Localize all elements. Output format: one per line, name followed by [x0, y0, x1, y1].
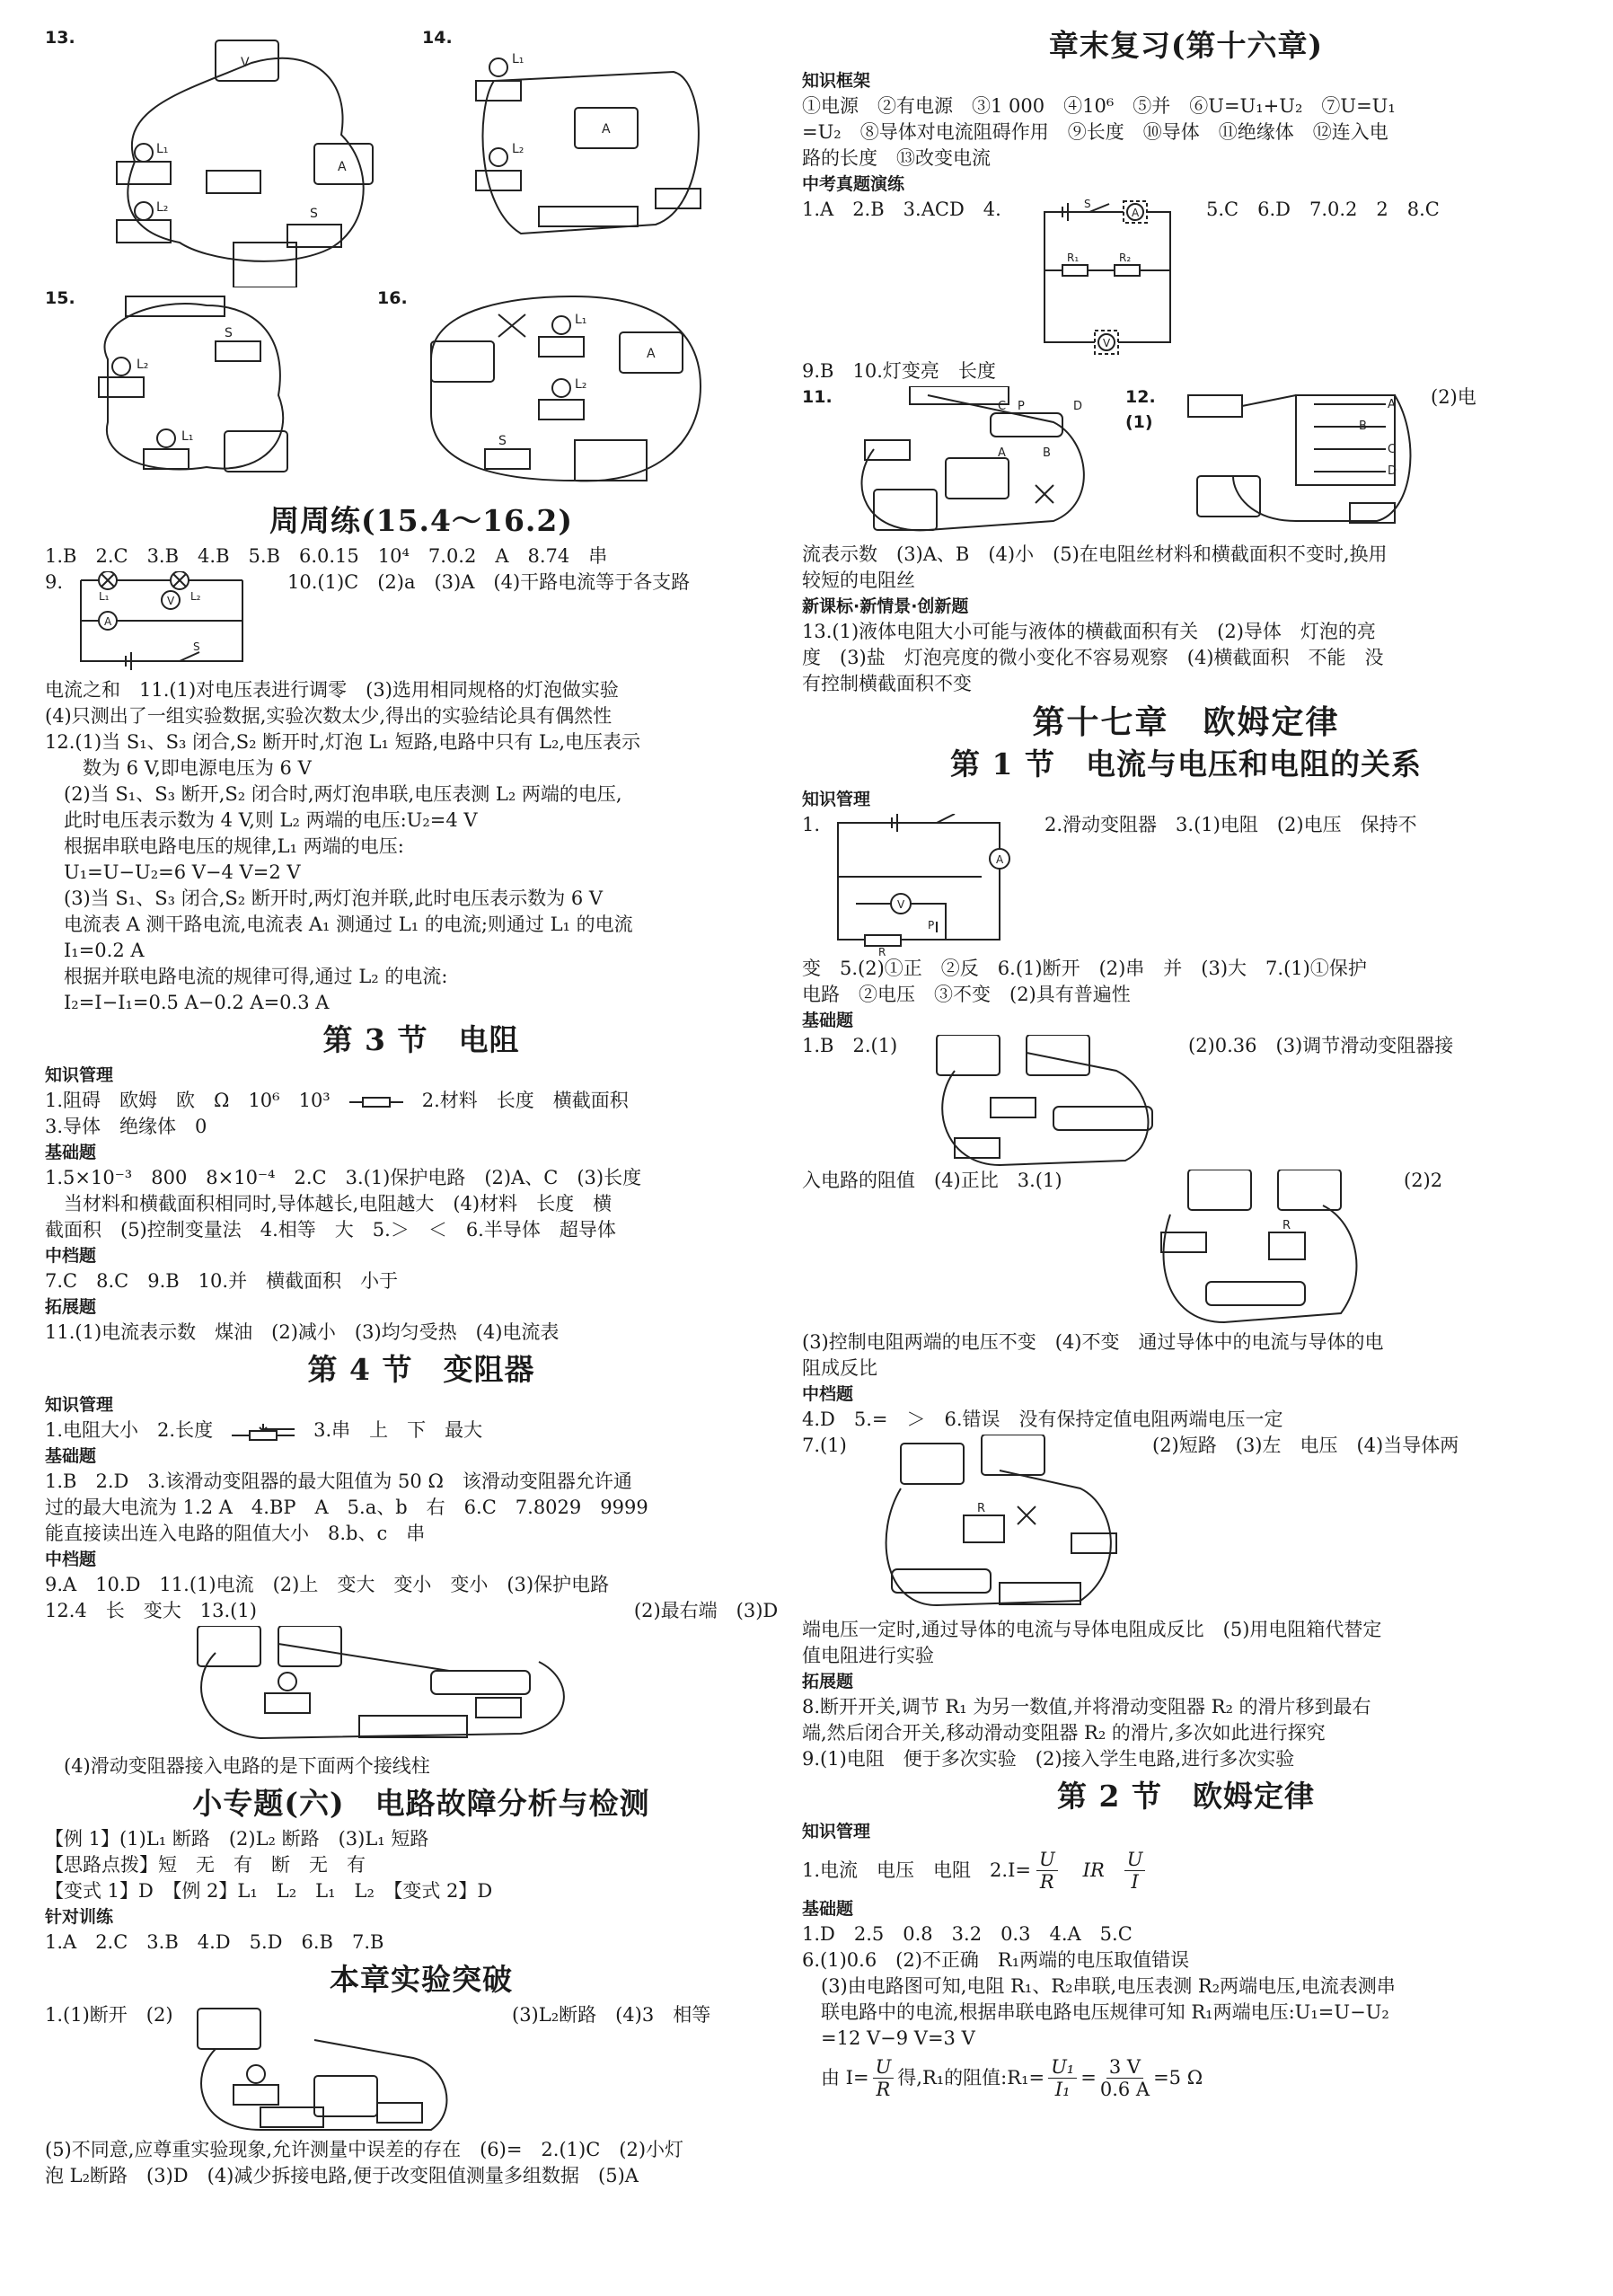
answer-text: 2.材料 长度 横截面积	[402, 1090, 629, 1111]
answer-line: 根据串联电路电压的规律,L₁ 两端的电压:	[45, 835, 404, 857]
label-l2: L₂	[512, 142, 524, 156]
answer-text: 3.串 上 下 最大	[295, 1419, 483, 1441]
question-number: 9.	[45, 571, 64, 593]
answer-line: 1.5×10⁻³ 800 8×10⁻⁴ 2.C 3.(1)保护电路 (2)A、C (3)长度	[45, 1167, 642, 1188]
section-heading-weekly: 周周练(15.4～16.2)	[269, 503, 573, 538]
answer-line: 能直接读出连入电路的阻值大小 8.b、c 串	[45, 1523, 426, 1544]
label-l2: L₂	[156, 200, 169, 215]
answer-line: 9.B 10.灯变亮 长度	[802, 360, 996, 382]
circuit-diagram-9	[72, 571, 251, 679]
answer-line: 1.A 2.C 3.B 4.D 5.D 6.B 7.B	[45, 1931, 384, 1953]
answer-line: 阻成反比	[802, 1357, 877, 1379]
label-s: S	[225, 326, 233, 340]
answer-line: 根据并联电路电流的规律可得,通过 L₂ 的电流:	[45, 966, 448, 987]
answer-text: =5 Ω	[1153, 2066, 1203, 2088]
subsection-label: 针对训练	[45, 1907, 114, 1927]
subsection-label: 中档题	[45, 1550, 97, 1569]
answer-line: U₁=U−U₂=6 V−4 V=2 V	[45, 861, 301, 883]
denominator: I₁	[1054, 2078, 1071, 2100]
question-number: 13.	[45, 28, 75, 48]
circuit-figure-s1-3	[1143, 1170, 1377, 1327]
subsection-label: 拓展题	[45, 1297, 97, 1317]
fraction-u1-over-i1	[1048, 2056, 1077, 2100]
label-r: R	[1282, 1219, 1291, 1232]
label-c: C	[998, 400, 1007, 413]
answer-row-s1-j2	[802, 1168, 1570, 1329]
answer-text: (2)0.36 (3)调节滑动变阻器接	[1188, 1035, 1454, 1056]
answer-line: 联电路中的电流,根据串联电路电压规律可知 R₁两端电压:U₁=U−U₂	[802, 2001, 1389, 2023]
label-r: R	[878, 946, 886, 958]
label-a: A	[1388, 398, 1396, 411]
rheostat-symbol	[232, 1422, 295, 1442]
answer-line: 度 (3)盐 灯泡亮度的微小变化不容易观察 (4)横截面积 不能 没	[802, 647, 1384, 668]
section-heading-chapter-review: 章末复习(第十六章)	[1048, 28, 1324, 63]
answer-line-formula	[802, 1844, 1570, 1896]
subsection-label: 新课标·新情景·创新题	[802, 596, 969, 616]
label-d: D	[1073, 400, 1083, 413]
label-l1: L₁	[575, 313, 587, 327]
section-heading-resistance: 第 3 节 电阻	[322, 1022, 520, 1057]
answer-line: 截面积 (5)控制变量法 4.相等 大 5.＞ ＜ 6.半导体 超导体	[45, 1219, 616, 1241]
subsection-label: 基础题	[45, 1446, 97, 1466]
circuit-figure-15	[81, 287, 323, 494]
answer-line: 【例 1】(1)L₁ 断路 (2)L₂ 断路 (3)L₁ 短路	[45, 1828, 429, 1850]
answer-line: (2)当 S₁、S₃ 断开,S₂ 闭合时,两灯泡串联,电压表测 L₂ 两端的电压,	[45, 783, 622, 805]
label-a: A	[647, 347, 656, 361]
label-s: S	[498, 434, 507, 448]
circuit-figure-13-rheostat	[180, 1626, 683, 1752]
label-l2: L₂	[575, 377, 587, 392]
subsection-label: 知识管理	[802, 790, 871, 809]
answer-line: 流表示数 (3)A、B (4)小 (5)在电阻丝材料和横截面积不变时,换用	[802, 543, 1388, 565]
denominator: I	[1131, 1870, 1139, 1893]
label-a: A	[338, 160, 347, 174]
label-v: V	[241, 56, 250, 70]
numerator: 3 V	[1106, 2056, 1143, 2079]
circuit-figure-13	[81, 27, 404, 287]
subsection-label: 知识管理	[45, 1395, 114, 1415]
answer-line: 有控制横截面积不变	[802, 673, 972, 694]
answer-line: 路的长度 ⑬改变电流	[802, 147, 991, 169]
answer-line	[45, 1598, 798, 1624]
answer-line: (5)不同意,应尊重实验现象,允许测量中误差的存在 (6)= 2.(1)C (2)小灯	[45, 2139, 684, 2160]
label-d: D	[1388, 464, 1397, 478]
answer-line: 【变式 1】D 【例 2】L₁ L₂ L₁ L₂ 【变式 2】D	[45, 1880, 493, 1902]
denominator: 0.6 A	[1099, 2078, 1150, 2100]
question-number: 15.	[45, 288, 75, 308]
label-p: P	[928, 919, 935, 932]
label-b: B	[1359, 419, 1367, 433]
answer-text: 7.(1)	[802, 1435, 847, 1456]
circuit-figure-s1-2	[919, 1035, 1170, 1170]
fraction-u-over-r	[1036, 1849, 1058, 1893]
answer-line: 过的最大电流为 1.2 A 4.BP A 5.a、b 右 6.C 7.8029 9999	[45, 1497, 648, 1518]
answer-line: (3)当 S₁、S₃ 闭合,S₂ 断开时,两灯泡并联,此时电压表示数为 6 V	[45, 887, 604, 909]
circuit-diagram-s1-1	[820, 814, 1036, 958]
subsection-label: 知识框架	[802, 71, 871, 91]
answer-row-11-12	[802, 384, 1570, 542]
answer-line: 电流之和 11.(1)对电压表进行调零 (3)选用相同规格的灯泡做实验	[45, 679, 619, 701]
answer-line: 泡 L₂断路 (3)D (4)减少拆接电路,便于改变阻值测量多组数据 (5)A	[45, 2165, 639, 2186]
label-l1: L₁	[512, 52, 524, 66]
fraction-3v-over-06a	[1100, 2056, 1150, 2100]
equals-sign: =	[1080, 2066, 1097, 2088]
answer-row-experiment	[45, 2002, 798, 2137]
answer-row-s1-z2	[802, 1433, 1570, 1617]
answer-line: 1.B 2.C 3.B 4.B 5.B 6.0.15 10⁴ 7.0.2 A 8.74 串	[45, 545, 608, 567]
answer-text: 1.(1)断开 (2)	[45, 2004, 173, 2026]
circuit-figure-14	[458, 27, 727, 261]
answer-line: 值电阻进行实验	[802, 1645, 934, 1666]
circuit-figure-experiment	[180, 2004, 467, 2139]
answer-line: 此时电压表示数为 4 V,则 L₂ 两端的电压:U₂=4 V	[45, 809, 478, 831]
answer-line: 12.(1)当 S₁、S₃ 闭合,S₂ 断开时,灯泡 L₁ 短路,电路中只有 L₂,电压表示	[45, 731, 641, 753]
label-r1: R₁	[1067, 252, 1080, 264]
answer-row-s1-1	[802, 812, 1570, 956]
numerator: U	[1124, 1849, 1146, 1871]
denominator: R	[876, 2078, 891, 2100]
answer-line: 数为 6 V,即电源电压为 6 V	[45, 757, 312, 779]
denominator: R	[1039, 1870, 1054, 1893]
section-heading-fault-analysis: 小专题(六) 电路故障分析与检测	[192, 1786, 650, 1821]
label-r: R	[977, 1502, 986, 1515]
numerator: U₁	[1048, 2056, 1077, 2079]
answer-row-9	[45, 570, 798, 677]
answer-line: 当材料和横截面积相同时,导体越长,电阻越大 (4)材料 长度 横	[45, 1193, 613, 1214]
answer-line	[45, 1088, 798, 1114]
answer-line: 13.(1)液体电阻大小可能与液体的横截面积有关 (2)导体 灯泡的亮	[802, 621, 1376, 642]
chapter-heading-ohms-law: 第十七章 欧姆定律	[1032, 703, 1340, 741]
answer-line: 电路 ②电压 ③不变 (2)具有普遍性	[802, 984, 1131, 1005]
label-v: V	[167, 595, 175, 607]
answer-line: ①电源 ②有电源 ③1 000 ④10⁶ ⑤并 ⑥U=U₁+U₂ ⑦U=U₁	[802, 95, 1396, 117]
answer-text: 1.A 2.B 3.ACD 4.	[802, 199, 1001, 220]
answer-line: I₁=0.2 A	[45, 940, 145, 961]
answer-line: 4.D 5.= ＞ 6.错误 没有保持定值电阻两端电压一定	[802, 1409, 1283, 1430]
answer-line: 9.(1)电阻 便于多次实验 (2)接入学生电路,进行多次实验	[802, 1748, 1295, 1770]
label-r2: R₂	[1119, 252, 1132, 264]
question-number: 14.	[422, 28, 453, 48]
question-number: 12.(1)	[1125, 387, 1156, 432]
label-a: A	[104, 615, 112, 628]
answer-text: 由 I=	[802, 2066, 869, 2088]
section-heading-ohms-law: 第 2 节 欧姆定律	[1057, 1779, 1315, 1814]
answer-text: 5.C 6.D 7.0.2 2 8.C	[1206, 199, 1440, 220]
label-l2: L₂	[137, 358, 149, 372]
figure-row-13-14	[45, 25, 798, 286]
answer-line: =U₂ ⑧导体对电流阻碍作用 ⑨长度 ⑩导体 ⑪绝缘体 ⑫连入电	[802, 121, 1388, 143]
label-a: A	[602, 122, 611, 137]
answer-line: 8.断开开关,调节 R₁ 为另一数值,并将滑动变阻器 R₂ 的滑片移到最右	[802, 1696, 1371, 1718]
subsection-label: 知识管理	[802, 1822, 871, 1841]
label-s: S	[193, 640, 200, 653]
label-l1: L₁	[156, 142, 169, 156]
answer-line: 7.C 8.C 9.B 10.并 横截面积 小于	[45, 1270, 399, 1292]
question-number: 16.	[377, 288, 408, 308]
section-heading-current-voltage-resistance: 第 1 节 电流与电压和电阻的关系	[950, 746, 1422, 782]
answer-text: (2)最右端 (3)D	[633, 1600, 779, 1621]
answer-text: 12.4 长 变大 13.(1)	[45, 1600, 257, 1621]
subsection-label: 基础题	[802, 1011, 854, 1030]
label-v: V	[1103, 337, 1111, 349]
label-a: A	[996, 853, 1004, 866]
label-a: A	[998, 446, 1006, 460]
answer-line: I₂=I−I₁=0.5 A−0.2 A=0.3 A	[45, 992, 330, 1013]
label-p: P	[1018, 400, 1025, 413]
answer-text: (2)短路 (3)左 电压 (4)当导体两	[1152, 1435, 1459, 1456]
right-column	[802, 25, 1570, 2104]
circuit-figure-s1-7	[865, 1435, 1134, 1614]
answer-text: 入电路的阻值 (4)正比 3.(1)	[802, 1170, 1062, 1191]
answer-text: 得,R₁的阻值:R₁=	[897, 2066, 1045, 2088]
subsection-label: 中档题	[802, 1384, 854, 1404]
circuit-figure-11	[838, 386, 1107, 539]
resistor-symbol	[349, 1096, 403, 1108]
answer-line: 较短的电阻丝	[802, 570, 915, 591]
answer-line: 1.D 2.5 0.8 3.2 0.3 4.A 5.C	[802, 1923, 1133, 1945]
answer-line: 9.A 10.D 11.(1)电流 (2)上 变大 变小 变小 (3)保护电路	[45, 1574, 610, 1595]
answer-line: 电流表 A 测干路电流,电流表 A₁ 测通过 L₁ 的电流;则通过 L₁ 的电流	[45, 914, 633, 935]
label-s: S	[310, 207, 318, 221]
label-a: A	[1132, 207, 1140, 219]
fraction-u-over-r	[873, 2056, 895, 2100]
answer-row-s1-j1	[802, 1033, 1570, 1168]
answer-line: 3.导体 绝缘体 0	[45, 1116, 207, 1137]
circuit-diagram-4	[1027, 199, 1188, 356]
answer-line	[45, 1417, 798, 1444]
answer-line: 变 5.(2)①正 ②反 6.(1)断开 (2)串 并 (3)大 7.(1)①保护	[802, 958, 1367, 979]
answer-line: 11.(1)电流表示数 煤油 (2)减小 (3)均匀受热 (4)电流表	[45, 1321, 560, 1343]
subsection-label: 知识管理	[45, 1065, 114, 1085]
answer-line: (4)只测出了一组实验数据,实验次数太少,得出的实验结论具有偶然性	[45, 705, 613, 727]
answer-line-formula	[802, 2052, 1570, 2104]
subsection-label: 基础题	[45, 1143, 97, 1162]
subsection-label: 中档题	[45, 1246, 97, 1266]
answer-line: 6.(1)0.6 (2)不正确 R₁两端的电压取值错误	[802, 1949, 1190, 1971]
answer-line: 1.B 2.D 3.该滑动变阻器的最大阻值为 50 Ω 该滑动变阻器允许通	[45, 1470, 632, 1492]
circuit-figure-12	[1179, 386, 1431, 539]
answer-text: 1.电阻大小 2.长度	[45, 1419, 233, 1441]
answer-line: 端,然后闭合开关,移动滑动变阻器 R₂ 的滑片,多次如此进行探究	[802, 1722, 1326, 1744]
answer-line: 10.(1)C (2)a (3)A (4)干路电流等于各支路	[287, 571, 691, 593]
label-c: C	[1388, 443, 1397, 456]
label-s: S	[1084, 199, 1091, 210]
label-b: B	[1043, 446, 1051, 460]
answer-line: (4)滑动变阻器接入电路的是下面两个接线柱	[45, 1755, 430, 1777]
label-l2: L₂	[190, 590, 201, 603]
answer-text: 1.电流 电压 电阻 2.I=	[802, 1859, 1031, 1881]
answer-text: 1.阻碍 欧姆 欧 Ω 10⁶ 10³	[45, 1090, 349, 1111]
subsection-label: 中考真题演练	[802, 174, 905, 194]
figure-row-15-16	[45, 286, 798, 497]
answer-line: 端电压一定时,通过导体的电流与导体电阻成反比 (5)用电阻箱代替定	[802, 1619, 1382, 1640]
left-column	[45, 25, 798, 2189]
answer-line: =12 V−9 V=3 V	[802, 2027, 975, 2049]
label-v: V	[897, 898, 905, 911]
answer-text: (2)电	[1431, 386, 1476, 408]
numerator: U	[873, 2056, 895, 2079]
answer-row-4	[802, 197, 1570, 358]
section-heading-experiment: 本章实验突破	[330, 1962, 513, 1997]
answer-line: (3)由电路图可知,电阻 R₁、R₂串联,电压表测 R₂两端电压,电流表测串	[802, 1975, 1396, 1997]
answer-text: (3)L₂断路 (4)3 相等	[512, 2004, 711, 2026]
answer-text: (2)2	[1404, 1170, 1443, 1191]
section-heading-rheostat: 第 4 节 变阻器	[307, 1352, 535, 1387]
numerator: U	[1036, 1849, 1058, 1871]
formula-ir: IR	[1082, 1859, 1105, 1881]
answer-text: 1.B 2.(1)	[802, 1035, 898, 1056]
fraction-u-over-i	[1124, 1849, 1146, 1893]
subsection-label: 拓展题	[802, 1672, 854, 1691]
answer-line: (3)控制电阻两端的电压不变 (4)不变 通过导体中的电流与导体的电	[802, 1331, 1384, 1353]
answer-line: 【思路点拨】短 无 有 断 无 有	[45, 1854, 366, 1876]
label-l1: L₁	[181, 429, 194, 444]
question-number: 1.	[802, 814, 821, 835]
circuit-figure-16	[413, 287, 718, 494]
answer-text: 2.滑动变阻器 3.(1)电阻 (2)电压 保持不	[1044, 814, 1417, 835]
question-number: 11.	[802, 387, 833, 407]
label-l1: L₁	[99, 590, 110, 603]
subsection-label: 基础题	[802, 1899, 854, 1919]
